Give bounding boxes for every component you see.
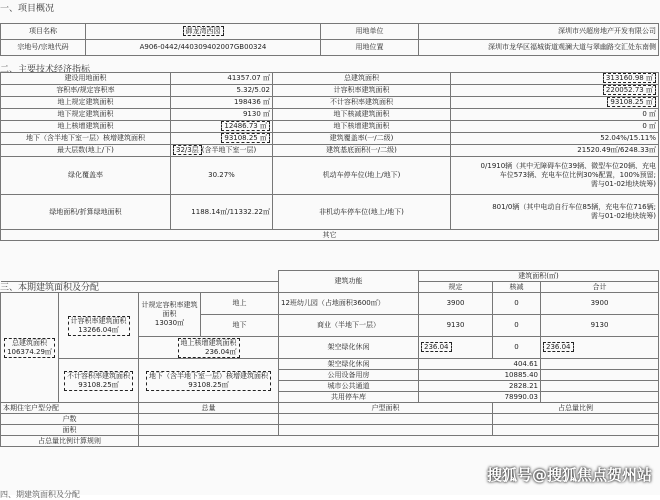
section-title-indicators: 二、主要技术经济指标 xyxy=(0,65,91,75)
far-area-cell xyxy=(59,293,139,359)
ug-increase-label: 地下（含半地下室一层）核增建筑面积 xyxy=(1,133,171,145)
spec-far-cell xyxy=(139,293,201,337)
row7-total xyxy=(541,392,659,403)
above-increase-value2: 236.04㎡ xyxy=(205,347,237,356)
project-name-value: 御龙湾西园 xyxy=(183,26,224,36)
vehicle-parking-line1: 0/1910辆（其中无障碍车位39辆、微型车位20辆、充电 xyxy=(480,162,656,170)
far-area-value: 13266.04㎡ xyxy=(78,325,119,334)
non-far-area-value: 93108.25㎡ xyxy=(78,380,119,389)
row3-total: 236.04 xyxy=(543,342,574,352)
row3-spec: 236.04 xyxy=(421,342,452,352)
adjust-header: 核减 xyxy=(493,282,541,293)
above-increase-cell xyxy=(171,121,273,133)
coverage-value: 52.04%/15.11% xyxy=(451,133,659,145)
spec-far-value: 13030㎡ xyxy=(154,319,185,327)
far-value: 5.32/5.02 xyxy=(171,85,273,97)
housing-count-unit xyxy=(279,414,493,425)
housing-rule-label: 占总量比例计算规则 xyxy=(1,436,139,447)
total-gfa-cell xyxy=(451,73,659,85)
parcel-value: A906-0442/440309402007GB00324 xyxy=(86,40,321,56)
below-reduce-label: 地下核减建筑面积 xyxy=(273,109,451,121)
row4-total xyxy=(541,359,659,370)
housing-count-total xyxy=(139,414,279,425)
housing-unit-area-header: 户型面积 xyxy=(279,403,493,414)
vehicle-parking-label: 机动车停车位(地上/地下) xyxy=(273,157,451,195)
below-increase-label: 地下核增建筑面积 xyxy=(273,121,451,133)
far-area-label: 计容积率建筑面积 xyxy=(70,316,127,325)
row2-adjust: 0 xyxy=(493,315,541,337)
project-overview-table xyxy=(0,23,659,56)
section-title-distribution: 三、本期建筑面积及分配 xyxy=(0,283,100,293)
housing-rule-value xyxy=(139,436,659,447)
housing-total-header: 总量 xyxy=(139,403,279,414)
location-label: 用地位置 xyxy=(321,40,419,56)
total-gfa-label: 总建筑面积 xyxy=(273,73,451,85)
vehicle-parking-line2: 车位573辆、充电车位比例30%配置，100%预留; xyxy=(499,171,656,179)
row2-spec: 9130 xyxy=(419,315,493,337)
below-spec-value: 9130 ㎡ xyxy=(171,109,273,121)
far-gfa-cell xyxy=(451,85,659,97)
watermark: 搜狐号@搜狐焦点贺州站 xyxy=(486,466,652,484)
below-label: 地下 xyxy=(201,315,279,337)
above-increase-cell2 xyxy=(139,337,279,359)
spec-header: 规定 xyxy=(419,282,493,293)
housing-label: 本期住宅户型分配 xyxy=(1,403,139,414)
project-name-cell xyxy=(86,24,321,40)
row3-adjust: 0 xyxy=(493,337,541,359)
site-area-value: 41357.07 ㎡ xyxy=(171,73,273,85)
bike-parking-line1: 801/0辆（其中电动自行车位85辆，充电车位716辆; xyxy=(492,203,656,211)
ug-increase-value2: 93108.25㎡ xyxy=(188,380,229,389)
ug-increase-cell2 xyxy=(139,359,279,403)
ug-increase-value: 93108.25 ㎡ xyxy=(221,133,270,143)
distribution-table xyxy=(0,270,659,447)
non-far-gfa-value: 93108.25 ㎡ xyxy=(607,97,656,107)
non-far-gfa-cell xyxy=(451,97,659,109)
next-section-title: 四、期建筑面积及分配 xyxy=(0,490,80,499)
base-area-label: 建筑基底面积(一/二级) xyxy=(273,145,451,157)
above-increase-label2: 地上核增建筑面积 xyxy=(180,338,237,347)
above-spec-label: 地上规定建筑面积 xyxy=(1,97,171,109)
row1-function: 12班幼儿园（占地面积3600㎡） xyxy=(279,293,419,315)
other-row: 其它 xyxy=(1,230,659,241)
housing-count-label: 户数 xyxy=(1,414,139,425)
vehicle-parking-line3: 需与01-02地块统筹) xyxy=(590,180,656,188)
far-label: 容积率/规定容积率 xyxy=(1,85,171,97)
row2-function: 商业（半地下一层） xyxy=(279,315,419,337)
bike-parking-cell xyxy=(451,195,659,230)
above-spec-value: 198436 ㎡ xyxy=(171,97,273,109)
above-increase-label: 地上核增建筑面积 xyxy=(1,121,171,133)
row5-total xyxy=(541,370,659,381)
function-header: 建筑功能 xyxy=(279,271,419,293)
above-label: 地上 xyxy=(201,293,279,315)
row3-spec-cell xyxy=(419,337,493,359)
total-area-value: 106374.29㎡ xyxy=(7,347,52,356)
row1-total: 3900 xyxy=(541,293,659,315)
row5-spec: 10885.40 xyxy=(419,370,541,381)
row7-function: 共用停车库 xyxy=(279,392,419,403)
area-header: 建筑面积(㎡) xyxy=(419,271,659,282)
housing-area-unit xyxy=(279,425,493,436)
green-area-label: 绿地面积/折算绿地面积 xyxy=(1,195,171,230)
row1-spec: 3900 xyxy=(419,293,493,315)
project-name-label: 项目名称 xyxy=(1,24,86,40)
total-gfa-value: 313160.98 ㎡ xyxy=(603,73,656,83)
total-area-label: 总建筑面积 xyxy=(11,338,47,347)
above-increase-value: 12486.73 ㎡ xyxy=(221,121,270,131)
row6-function: 城市公共通道 xyxy=(279,381,419,392)
housing-area-label: 面积 xyxy=(1,425,139,436)
row4-spec: 404.61 xyxy=(419,359,541,370)
bike-parking-line2: 需与01-02地块统筹) xyxy=(590,212,656,220)
location-value: 深圳市龙华区福城街道观澜大道与翠幽路交汇处东南侧 xyxy=(419,40,659,56)
row3-function: 架空绿化休闲 xyxy=(279,337,419,359)
row3-total-cell xyxy=(541,337,659,359)
parcel-label: 宗地号/宗地代码 xyxy=(1,40,86,56)
housing-area-total xyxy=(139,425,279,436)
max-floors-cell xyxy=(171,145,273,157)
distribution-corner xyxy=(1,271,279,282)
below-increase-value: 0 ㎡ xyxy=(451,121,659,133)
below-spec-label: 地下规定建筑面积 xyxy=(1,109,171,121)
base-area-value: 21520.49㎡/6248.33㎡ xyxy=(451,145,659,157)
ug-increase-label2: 地下（含半地下室一层）核增建筑面积 xyxy=(149,371,268,380)
total-area-cell xyxy=(1,293,59,403)
green-area-value: 1188.14㎡/11332.22㎡ xyxy=(171,195,273,230)
max-floors-value: 32/3层 xyxy=(173,145,202,155)
coverage-label: 建筑覆盖率(一/二级) xyxy=(273,133,451,145)
distribution-corner2 xyxy=(1,282,279,293)
land-unit-label: 用地单位 xyxy=(321,24,419,40)
indicators-table xyxy=(0,72,659,241)
bike-parking-label: 非机动车停车位(地上/地下) xyxy=(273,195,451,230)
row6-total xyxy=(541,381,659,392)
far-gfa-value: 220052.73 ㎡ xyxy=(603,85,656,95)
site-area-label: 建设用地面积 xyxy=(1,73,171,85)
non-far-area-label: 不计容积率建筑面积 xyxy=(67,371,130,380)
row6-spec: 2828.21 xyxy=(419,381,541,392)
non-far-area-cell xyxy=(59,359,139,403)
section-title-overview: 一、项目概况 xyxy=(0,4,55,14)
green-coverage-label: 绿化覆盖率 xyxy=(1,157,171,195)
spec-far-label: 计规定容积率建筑面积 xyxy=(141,301,198,318)
row1-adjust: 0 xyxy=(493,293,541,315)
land-unit-value: 深圳市兴超房地产开发有限公司 xyxy=(419,24,659,40)
row5-function: 公用设备用房 xyxy=(279,370,419,381)
below-reduce-value: 0 ㎡ xyxy=(451,109,659,121)
housing-count-ratio xyxy=(493,414,659,425)
row7-spec: 78990.03 xyxy=(419,392,541,403)
non-far-gfa-label: 不计容积率建筑面积 xyxy=(273,97,451,109)
total-header: 合计 xyxy=(541,282,659,293)
max-floors-note: (含半地下室一层) xyxy=(201,146,257,154)
housing-area-ratio xyxy=(493,425,659,436)
ug-increase-cell xyxy=(171,133,273,145)
far-gfa-label: 计容积率建筑面积 xyxy=(273,85,451,97)
housing-ratio-header: 占总量比例 xyxy=(493,403,659,414)
row2-total: 9130 xyxy=(541,315,659,337)
vehicle-parking-cell xyxy=(451,157,659,195)
green-coverage-value: 30.27% xyxy=(171,157,273,195)
row4-function: 架空绿化休闲 xyxy=(279,359,419,370)
max-floors-label: 最大层数(地上/下) xyxy=(1,145,171,157)
